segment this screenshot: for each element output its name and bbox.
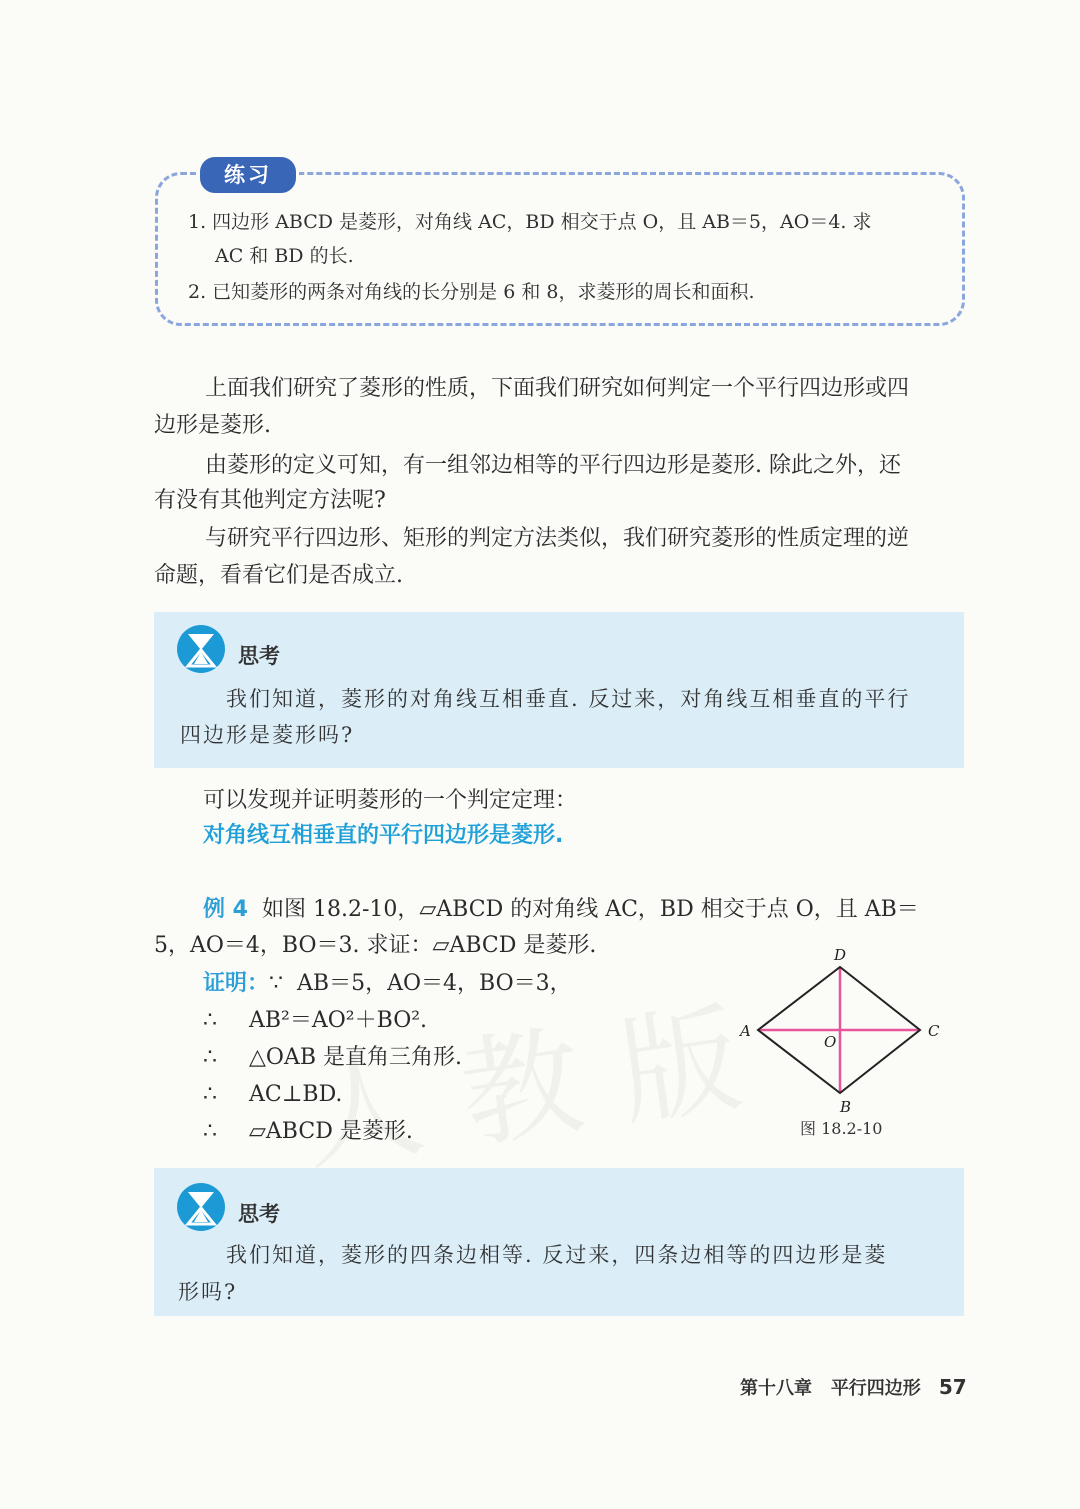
think-box-1 xyxy=(154,612,964,768)
think-box-2 xyxy=(154,1168,964,1316)
rhombus-figure xyxy=(730,940,960,1140)
think-icon xyxy=(176,624,226,674)
vertex-label-d: D xyxy=(834,946,847,964)
vertex-label-c: C xyxy=(928,1022,940,1040)
proof-step-1 xyxy=(203,967,572,1001)
think-text-line-2: 四边形是菱形吗? xyxy=(180,723,355,747)
therefore-symbol: ∴ xyxy=(203,1082,217,1107)
paragraph-2-line-2: 有没有其他判定方法呢? xyxy=(154,488,386,513)
theorem-intro: 可以发现并证明菱形的一个判定定理： xyxy=(203,788,578,813)
proof-step-2 xyxy=(203,1004,427,1038)
exercise-1-continued: AC 和 BD 的长. xyxy=(215,245,354,267)
because-symbol: ∵ xyxy=(269,971,284,996)
therefore-symbol: ∴ xyxy=(203,1045,217,1070)
paragraph-3-line-2: 命题，看看它们是否成立. xyxy=(154,563,403,588)
page-number: 57 xyxy=(938,1375,967,1399)
think-title: 思考 xyxy=(238,644,280,668)
therefore-symbol: ∴ xyxy=(203,1008,217,1033)
exercise-1: 1. 四边形 ABCD 是菱形，对角线 AC，BD 相交于点 O，且 AB＝5，AO＝4. 求 xyxy=(188,211,872,233)
theorem-statement: 对角线互相垂直的平行四边形是菱形. xyxy=(203,823,564,848)
exercise-2: 2. 已知菱形的两条对角线的长分别是 6 和 8，求菱形的周长和面积. xyxy=(188,281,755,303)
think-icon xyxy=(176,1182,226,1232)
proof-step-3-text: △OAB 是直角三角形. xyxy=(249,1045,462,1070)
paragraph-2-line-1: 由菱形的定义可知，有一组邻边相等的平行四边形是菱形. 除此之外，还 xyxy=(205,453,901,478)
vertex-label-b: B xyxy=(840,1098,852,1116)
chapter-label: 第十八章 xyxy=(740,1378,812,1399)
example-label: 例 4 xyxy=(203,897,248,922)
think-text-line-1: 我们知道，菱形的四条边相等. 反过来，四条边相等的四边形是菱 xyxy=(226,1243,888,1267)
page-footer xyxy=(740,1374,967,1400)
proof-step-4 xyxy=(203,1078,342,1112)
proof-step-2-text: AB²＝AO²＋BO². xyxy=(249,1008,428,1033)
center-label-o: O xyxy=(824,1033,837,1051)
vertex-label-a: A xyxy=(740,1022,751,1040)
think-title: 思考 xyxy=(238,1202,280,1226)
think-text-line-1: 我们知道，菱形的对角线互相垂直. 反过来，对角线互相垂直的平行 xyxy=(226,687,911,711)
proof-step-5 xyxy=(203,1115,413,1149)
therefore-symbol: ∴ xyxy=(203,1119,217,1144)
example-4-line-2: 5，AO＝4，BO＝3. 求证：▱ABCD 是菱形. xyxy=(154,933,597,958)
think-text-line-2: 形吗? xyxy=(178,1280,238,1304)
proof-step-3 xyxy=(203,1041,462,1075)
proof-step-5-text: ▱ABCD 是菱形. xyxy=(249,1119,413,1144)
proof-step-4-text: AC⊥BD. xyxy=(249,1082,343,1107)
example-text-1: 如图 18.2-10，▱ABCD 的对角线 AC，BD 相交于点 O，且 AB＝ xyxy=(261,897,919,922)
paragraph-1-line-1: 上面我们研究了菱形的性质，下面我们研究如何判定一个平行四边形或四 xyxy=(205,376,910,401)
practice-tag: 练习 xyxy=(197,154,299,196)
section-label: 平行四边形 xyxy=(830,1378,921,1399)
proof-label: 证明： xyxy=(203,971,270,996)
example-4-line-1 xyxy=(203,893,973,927)
figure-caption: 图 18.2-10 xyxy=(800,1119,883,1138)
paragraph-1-line-2: 边形是菱形. xyxy=(154,413,271,438)
proof-step-1-text: AB＝5，AO＝4，BO＝3， xyxy=(297,971,572,996)
paragraph-3-line-1: 与研究平行四边形、矩形的判定方法类似，我们研究菱形的性质定理的逆 xyxy=(205,526,910,551)
